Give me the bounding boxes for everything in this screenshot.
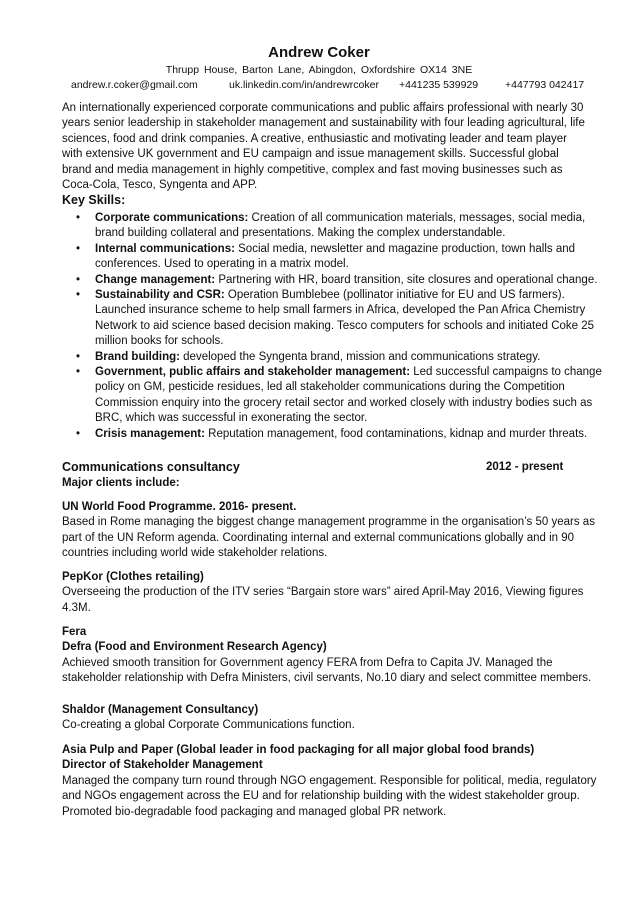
skill-text: Operation Bumblebee (pollinator initiative for EU and US farmers). Launched insurance scheme to help small farmers in Africa, developed the Pan Africa Chemistry Network to aid science based decision making. Tesco computers for schools and initiated Coke 25 million books for schools. <box>95 289 595 348</box>
bullet-icon: • <box>76 366 81 379</box>
client-pepkor <box>62 570 602 616</box>
client-shaldor <box>62 703 602 734</box>
client-app <box>62 743 602 820</box>
skill-item <box>62 427 602 442</box>
skill-item <box>62 242 602 273</box>
skill-title: Crisis management: <box>95 427 205 440</box>
client-title: PepKor (Clothes retailing) <box>62 571 204 583</box>
client-description: Managed the company turn round through NGO engagement. Responsible for political, media, regulatory and NGOs engagement across the EU and for relationship building with the widest stakeholder group. Promoted bio-degradable food packaging and managed global PR network. <box>62 774 597 818</box>
email-link[interactable]: andrew.r.coker@gmail.com <box>71 79 198 91</box>
phone-primary: +441235 539929 <box>399 79 479 91</box>
skill-item <box>62 211 602 242</box>
skill-title: Internal communications: <box>95 242 235 255</box>
client-fera <box>62 625 602 687</box>
experience-title: Communications consultancy <box>62 460 240 474</box>
client-title: Fera <box>62 626 87 638</box>
skill-item <box>62 365 602 427</box>
client-description: Co-creating a global Corporate Communications function. <box>62 719 355 732</box>
bullet-icon: • <box>76 212 81 224</box>
client-description: Achieved smooth transition for Government agency FERA from Defra to Capita JV. Managed the stakeholder relationship with Defra Ministers, civil servants, No.10 diary and select committee members. <box>62 656 592 685</box>
skill-item <box>62 350 602 365</box>
client-title: UN World Food Programme. 2016- present. <box>62 501 297 513</box>
client-role: Director of Stakeholder Management <box>62 759 263 772</box>
skill-title: Sustainability and CSR: <box>95 289 225 302</box>
skill-title: Change management: <box>95 273 216 286</box>
skill-title: Government, public affairs and stakeholder management: <box>95 366 411 379</box>
skill-item <box>62 288 602 350</box>
skill-text: developed the Syngenta brand, mission and communications strategy. <box>179 350 541 363</box>
skills-list <box>62 211 602 442</box>
bullet-icon: • <box>76 427 81 440</box>
bullet-icon: • <box>76 273 81 286</box>
bullet-icon: • <box>76 242 81 255</box>
bullet-icon: • <box>76 350 81 363</box>
clients-label: Major clients include: <box>62 477 180 489</box>
address: Thrupp House, Barton Lane, Abingdon, Oxfordshire OX14 3NE <box>165 64 473 76</box>
client-un-wfp <box>62 500 602 562</box>
phone-mobile: +447793 042417 <box>505 79 585 91</box>
client-title: Asia Pulp and Paper (Global leader in food packaging for all major global food brands) <box>62 744 535 756</box>
candidate-name: Andrew Coker <box>268 44 370 61</box>
skills-heading: Key Skills: <box>62 193 126 207</box>
client-title: Shaldor (Management Consultancy) <box>62 704 259 716</box>
skill-item <box>62 273 602 288</box>
skill-text: Reputation management, food contaminations, kidnap and murder threats. <box>204 427 588 440</box>
profile-summary: An internationally experienced corporate communications and public affairs professional with nearly 30 years senior leadership in stakeholder management and sustainability with four leading agricultural, life sciences, food and drink companies. A creative, enthusiastic and motivating leader and team player with extensive UK government and EU campaign and issue management skills. Successful global brand and media management in highly competitive, complex and fast moving businesses such as Coca-Cola, Tesco, Syngenta and APP. <box>62 102 585 192</box>
skill-title: Brand building: <box>95 350 180 363</box>
client-description: Based in Rome managing the biggest change management programme in the organisation’s 50 years as part of the UN Reform agenda. Coordinating internal and external communications globally and in 90 countries including world wide stakeholder relations. <box>62 516 595 560</box>
linkedin-link[interactable]: uk.linkedin.com/in/andrewrcoker <box>229 79 379 91</box>
skill-text: Partnering with HR, board transition, site closures and operational change. <box>215 273 598 286</box>
skill-text: Led successful campaigns to change policy on GM, pesticide residues, led all stakeholder communications during the Competition Commission enquiry into the grocery retail sector and worked closely with industry bodies such as BRC, which was successful in exonerating the sector. <box>95 366 602 425</box>
client-description: Overseeing the production of the ITV series “Bargain store wars” aired April-May 2016, Viewing figures 4.3M. <box>62 586 584 614</box>
skill-text: Creation of all communication materials, messages, social media, brand building collateral and presentations. Making the complex understandable. <box>95 212 586 240</box>
skill-title: Corporate communications: <box>95 212 249 224</box>
skill-text: Social media, newsletter and magazine production, town halls and conferences. Used to operating in a matrix model. <box>95 242 576 271</box>
experience-dates: 2012 - present <box>486 461 564 473</box>
client-subtitle: Defra (Food and Environment Research Agency) <box>62 641 327 654</box>
bullet-icon: • <box>76 289 81 302</box>
